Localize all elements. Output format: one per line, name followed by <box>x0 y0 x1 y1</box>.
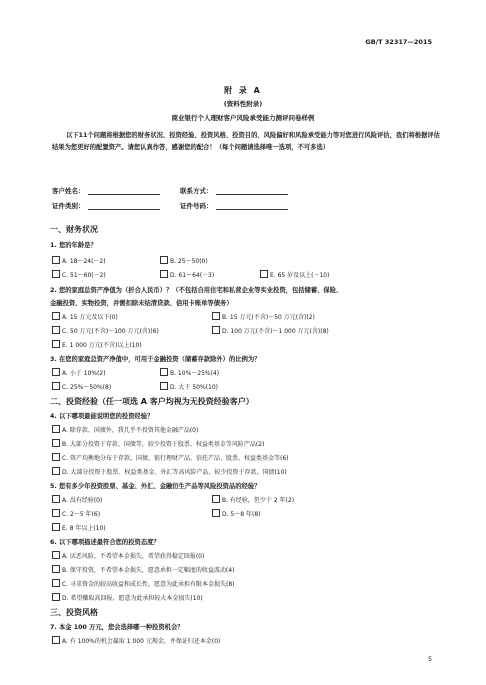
q7-option-a[interactable]: A. 有 100%的机会赢取 1 000 元现金，并保证归还本金(0) <box>52 636 220 645</box>
checkbox[interactable] <box>52 593 60 601</box>
appendix-subtitle: (资料性附录) <box>223 100 263 108</box>
q2-option-b[interactable]: B. 15 万元(不含)～50 万元(含)(2) <box>212 312 315 321</box>
checkbox[interactable] <box>52 270 60 278</box>
contact-field[interactable] <box>180 186 288 195</box>
appendix-title: 附 录 A <box>224 86 262 95</box>
checkbox[interactable] <box>52 565 60 573</box>
checkbox[interactable] <box>52 467 60 475</box>
contact-line[interactable] <box>216 187 288 195</box>
checkbox[interactable] <box>52 495 60 503</box>
page-number: 5 <box>428 656 432 663</box>
checkbox[interactable] <box>160 270 168 278</box>
q4-option-b[interactable]: B. 大部分投资于存款、国债等，较少投资于股票、权益类基金等风险产品(2) <box>52 439 264 448</box>
q3-option-c[interactable]: C. 25%～50%(8) <box>52 382 111 391</box>
checkbox[interactable] <box>160 256 168 264</box>
checkbox[interactable] <box>212 495 220 503</box>
q5-option-e[interactable]: E. 8 年以上(10) <box>52 523 106 532</box>
q4-option-d[interactable]: D. 大部分投资于股票、权益类基金、外汇等高风险产品，较少投资于存款、国债(10) <box>52 467 287 476</box>
q1-option-c[interactable]: C. 51～60(－2) <box>52 270 106 279</box>
question-4: 4. 以下哪项最能说明您的投资经验？ <box>50 413 154 420</box>
checkbox[interactable] <box>260 270 268 278</box>
q6-option-b[interactable]: B. 保守投资，不希望本金损失，愿意承担一定幅度的收益波动(4) <box>52 565 234 574</box>
customer-name-line[interactable] <box>88 187 160 195</box>
q4-option-a[interactable]: A. 除存款、国债外，我几乎不投资其他金融产品(0) <box>52 425 198 434</box>
checkbox[interactable] <box>52 312 60 320</box>
q1-option-b[interactable]: B. 25～50(0) <box>160 256 208 265</box>
checkbox[interactable] <box>52 326 60 334</box>
id-number-label: 证件号码： <box>180 202 213 210</box>
checkbox[interactable] <box>212 326 220 334</box>
q2-option-c[interactable]: C. 50 万元(不含)～100 万元(含)(6) <box>52 326 159 335</box>
q2-option-d[interactable]: D. 100 万元(不含)～1 000 万元(含)(8) <box>212 326 329 335</box>
q1-option-d[interactable]: D. 61～64(－3) <box>160 270 214 279</box>
checkbox[interactable] <box>52 636 60 644</box>
q2-option-a[interactable]: A. 15 万元及以下(0) <box>52 312 118 321</box>
q5-option-a[interactable]: A. 没有经验(0) <box>52 495 102 504</box>
id-type-label: 证件类别： <box>52 202 85 210</box>
checkbox[interactable] <box>52 551 60 559</box>
checkbox[interactable] <box>160 368 168 376</box>
q1-option-a[interactable]: A. 18～24(－2) <box>52 256 106 265</box>
checkbox[interactable] <box>52 382 60 390</box>
q6-option-c[interactable]: C. 寻求资金的较高收益和成长性，愿意为此承担有限本金损失(8) <box>52 579 235 588</box>
customer-name-field[interactable] <box>52 186 160 195</box>
q5-option-b[interactable]: B. 有经验，但少于 2 年(2) <box>212 495 294 504</box>
checkbox[interactable] <box>52 509 60 517</box>
checkbox[interactable] <box>212 312 220 320</box>
question-5: 5. 您有多少年投资股票、基金、外汇、金融衍生产品等风险投资品的经验？ <box>50 483 261 490</box>
checkbox[interactable] <box>160 382 168 390</box>
intro-paragraph: 以下11个问题将根据您的财务状况、投资经验、投资风格、投资目的、风险偏好和风险承受能力等对您进行风险评估，我们将根据评估结果为您更好的配置资产。请您认真作答，感谢您的配合！（每个问题请选择唯一选项，不可多选） <box>52 132 440 151</box>
question-7: 7. 本金 100 万元，您会选择哪一种投资机会？ <box>50 624 184 631</box>
standard-number: GB/T 32317—2015 <box>365 38 432 46</box>
customer-name-label: 客户姓名： <box>52 187 85 195</box>
q6-option-d[interactable]: D. 希望赚取高回报，愿意为此承担较大本金损失(10) <box>52 593 203 602</box>
id-type-field[interactable] <box>52 201 160 210</box>
q2-option-e[interactable]: E. 1 000 万元(不含)以上(10) <box>52 340 142 349</box>
q6-option-a[interactable]: A. 厌恶风险，不希望本金损失，希望获得稳定回报(0) <box>52 551 204 560</box>
question-6: 6. 以下哪项描述最符合您的投资态度？ <box>50 539 160 546</box>
question-2-cont: 金融投资、实物投资，并需扣除未结清贷款、信用卡账单等债务） <box>50 300 233 307</box>
q5-option-d[interactable]: D. 5～8 年(8) <box>212 509 260 518</box>
checkbox[interactable] <box>52 523 60 531</box>
checkbox[interactable] <box>52 579 60 587</box>
section-investment-experience: 二、投资经验（任一项选 A 客户均视为无投资经验客户） <box>50 397 254 406</box>
question-2: 2. 您的家庭总资产净值为（折合人民币）？（不包括自用住宅和私营企业等实业投资，包括储蓄、保险、 <box>50 287 343 294</box>
q3-option-a[interactable]: A. 小于 10%(2) <box>52 368 106 377</box>
checkbox[interactable] <box>52 453 60 461</box>
q3-option-d[interactable]: D. 大于 50%(10) <box>160 382 218 391</box>
checkbox[interactable] <box>212 509 220 517</box>
section-financial-status: 一、财务状况 <box>50 225 98 234</box>
questionnaire-title: 商业银行个人理财客户风险承受能力测评问卷样例 <box>171 114 315 122</box>
question-3: 3. 在您的家庭总资产净值中，可用于金融投资（储蓄存款除外）的比例为？ <box>50 356 261 363</box>
id-number-field[interactable] <box>180 201 288 210</box>
checkbox[interactable] <box>52 425 60 433</box>
contact-label: 联系方式： <box>180 187 213 195</box>
checkbox[interactable] <box>52 340 60 348</box>
section-investment-style: 三、投资风格 <box>50 608 98 617</box>
id-number-line[interactable] <box>216 202 288 210</box>
checkbox[interactable] <box>52 368 60 376</box>
q4-option-c[interactable]: C. 资产均衡地分布于存款、国债、银行理财产品、信托产品、股票、权益类基金等(6) <box>52 453 289 462</box>
id-type-line[interactable] <box>88 202 160 210</box>
q1-option-e[interactable]: E. 65 岁及以上(－10) <box>260 270 329 279</box>
checkbox[interactable] <box>52 439 60 447</box>
checkbox[interactable] <box>52 256 60 264</box>
question-1: 1. 您的年龄是？ <box>50 242 97 249</box>
q5-option-c[interactable]: C. 2～5 年(6) <box>52 509 100 518</box>
q3-option-b[interactable]: B. 10%～25%(4) <box>160 368 219 377</box>
